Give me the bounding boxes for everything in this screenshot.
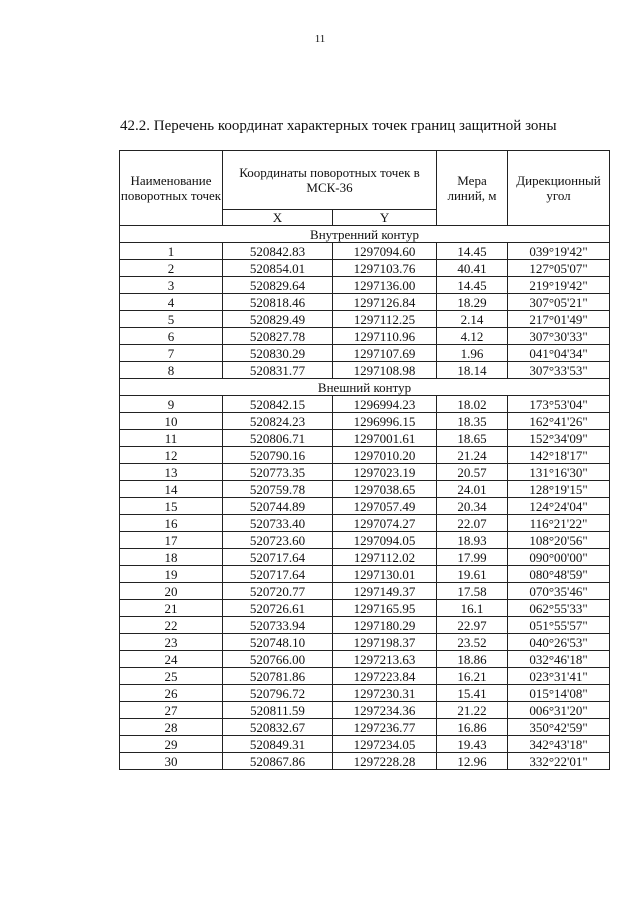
y-coordinate-cell: 1297180.29 [333, 617, 437, 634]
line-length-cell: 14.45 [437, 243, 508, 260]
direction-angle-cell: 342°43'18" [508, 736, 610, 753]
x-coordinate-cell: 520733.40 [223, 515, 333, 532]
line-length-cell: 17.99 [437, 549, 508, 566]
y-coordinate-cell: 1297010.20 [333, 447, 437, 464]
table-row [120, 311, 610, 328]
x-coordinate-cell: 520849.31 [223, 736, 333, 753]
direction-angle-cell: 131°16'30" [508, 464, 610, 481]
table-row [120, 600, 610, 617]
line-length-cell: 16.21 [437, 668, 508, 685]
line-length-cell: 18.02 [437, 396, 508, 413]
y-coordinate-cell: 1297234.36 [333, 702, 437, 719]
direction-angle-cell: 090°00'00" [508, 549, 610, 566]
table-row [120, 515, 610, 532]
section-heading: 42.2. Перечень координат характерных точек границ защитной зоны [120, 118, 557, 134]
point-number-cell: 27 [120, 702, 223, 719]
x-coordinate-cell: 520811.59 [223, 702, 333, 719]
table-row [120, 413, 610, 430]
x-coordinate-cell: 520796.72 [223, 685, 333, 702]
line-length-cell: 24.01 [437, 481, 508, 498]
table-row [120, 617, 610, 634]
x-coordinate-cell: 520824.23 [223, 413, 333, 430]
direction-angle-cell: 124°24'04" [508, 498, 610, 515]
direction-angle-cell: 127°05'07" [508, 260, 610, 277]
table-row [120, 243, 610, 260]
x-coordinate-cell: 520781.86 [223, 668, 333, 685]
direction-angle-cell: 162°41'26" [508, 413, 610, 430]
direction-angle-cell: 006°31'20" [508, 702, 610, 719]
point-number-cell: 5 [120, 311, 223, 328]
y-coordinate-cell: 1297165.95 [333, 600, 437, 617]
table-row [120, 702, 610, 719]
x-coordinate-cell: 520723.60 [223, 532, 333, 549]
direction-angle-cell: 108°20'56" [508, 532, 610, 549]
line-length-cell: 12.96 [437, 753, 508, 770]
table-row [120, 668, 610, 685]
point-number-cell: 19 [120, 566, 223, 583]
direction-angle-cell: 080°48'59" [508, 566, 610, 583]
x-coordinate-cell: 520717.64 [223, 549, 333, 566]
line-length-cell: 18.86 [437, 651, 508, 668]
y-coordinate-cell: 1297112.25 [333, 311, 437, 328]
y-coordinate-cell: 1297223.84 [333, 668, 437, 685]
direction-angle-cell: 142°18'17" [508, 447, 610, 464]
x-coordinate-cell: 520830.29 [223, 345, 333, 362]
line-length-cell: 19.43 [437, 736, 508, 753]
header-angle: Дирекционный угол [508, 151, 610, 226]
x-coordinate-cell: 520766.00 [223, 651, 333, 668]
point-number-cell: 16 [120, 515, 223, 532]
direction-angle-cell: 051°55'57" [508, 617, 610, 634]
table-row [120, 736, 610, 753]
y-coordinate-cell: 1297136.00 [333, 277, 437, 294]
y-coordinate-cell: 1297110.96 [333, 328, 437, 345]
direction-angle-cell: 015°14'08" [508, 685, 610, 702]
table-row [120, 260, 610, 277]
table-row [120, 277, 610, 294]
header-point-name: Наименование поворотных точек [120, 151, 223, 226]
x-coordinate-cell: 520829.64 [223, 277, 333, 294]
y-coordinate-cell: 1297103.76 [333, 260, 437, 277]
y-coordinate-cell: 1297126.84 [333, 294, 437, 311]
line-length-cell: 23.52 [437, 634, 508, 651]
x-coordinate-cell: 520748.10 [223, 634, 333, 651]
direction-angle-cell: 307°30'33" [508, 328, 610, 345]
header-y: Y [333, 210, 437, 226]
point-number-cell: 7 [120, 345, 223, 362]
table-body [120, 226, 610, 770]
table-row [120, 719, 610, 736]
point-number-cell: 6 [120, 328, 223, 345]
point-number-cell: 23 [120, 634, 223, 651]
section-row [120, 226, 610, 243]
x-coordinate-cell: 520773.35 [223, 464, 333, 481]
y-coordinate-cell: 1296996.15 [333, 413, 437, 430]
point-number-cell: 2 [120, 260, 223, 277]
line-length-cell: 20.34 [437, 498, 508, 515]
direction-angle-cell: 350°42'59" [508, 719, 610, 736]
y-coordinate-cell: 1297228.28 [333, 753, 437, 770]
direction-angle-cell: 307°05'21" [508, 294, 610, 311]
line-length-cell: 18.93 [437, 532, 508, 549]
line-length-cell: 22.97 [437, 617, 508, 634]
direction-angle-cell: 039°19'42" [508, 243, 610, 260]
point-number-cell: 12 [120, 447, 223, 464]
x-coordinate-cell: 520831.77 [223, 362, 333, 379]
direction-angle-cell: 152°34'09" [508, 430, 610, 447]
line-length-cell: 4.12 [437, 328, 508, 345]
section-row [120, 379, 610, 396]
y-coordinate-cell: 1297094.05 [333, 532, 437, 549]
x-coordinate-cell: 520717.64 [223, 566, 333, 583]
x-coordinate-cell: 520744.89 [223, 498, 333, 515]
direction-angle-cell: 116°21'22" [508, 515, 610, 532]
point-number-cell: 20 [120, 583, 223, 600]
point-number-cell: 17 [120, 532, 223, 549]
x-coordinate-cell: 520733.94 [223, 617, 333, 634]
table-row [120, 549, 610, 566]
section-title: Внешний контур [120, 379, 610, 396]
point-number-cell: 13 [120, 464, 223, 481]
y-coordinate-cell: 1297108.98 [333, 362, 437, 379]
point-number-cell: 8 [120, 362, 223, 379]
line-length-cell: 40.41 [437, 260, 508, 277]
y-coordinate-cell: 1297230.31 [333, 685, 437, 702]
point-number-cell: 24 [120, 651, 223, 668]
x-coordinate-cell: 520854.01 [223, 260, 333, 277]
x-coordinate-cell: 520806.71 [223, 430, 333, 447]
table-row [120, 294, 610, 311]
point-number-cell: 1 [120, 243, 223, 260]
point-number-cell: 15 [120, 498, 223, 515]
point-number-cell: 10 [120, 413, 223, 430]
point-number-cell: 22 [120, 617, 223, 634]
line-length-cell: 18.14 [437, 362, 508, 379]
y-coordinate-cell: 1297038.65 [333, 481, 437, 498]
table-row [120, 532, 610, 549]
point-number-cell: 18 [120, 549, 223, 566]
x-coordinate-cell: 520842.83 [223, 243, 333, 260]
header-x: X [223, 210, 333, 226]
direction-angle-cell: 040°26'53" [508, 634, 610, 651]
point-number-cell: 30 [120, 753, 223, 770]
direction-angle-cell: 307°33'53" [508, 362, 610, 379]
y-coordinate-cell: 1297112.02 [333, 549, 437, 566]
line-length-cell: 19.61 [437, 566, 508, 583]
table-row [120, 651, 610, 668]
table-row [120, 430, 610, 447]
table-row [120, 634, 610, 651]
line-length-cell: 22.07 [437, 515, 508, 532]
point-number-cell: 11 [120, 430, 223, 447]
x-coordinate-cell: 520827.78 [223, 328, 333, 345]
x-coordinate-cell: 520842.15 [223, 396, 333, 413]
y-coordinate-cell: 1296994.23 [333, 396, 437, 413]
line-length-cell: 15.41 [437, 685, 508, 702]
line-length-cell: 17.58 [437, 583, 508, 600]
line-length-cell: 18.65 [437, 430, 508, 447]
table-row [120, 753, 610, 770]
y-coordinate-cell: 1297023.19 [333, 464, 437, 481]
y-coordinate-cell: 1297094.60 [333, 243, 437, 260]
direction-angle-cell: 023°31'41" [508, 668, 610, 685]
x-coordinate-cell: 520790.16 [223, 447, 333, 464]
page-number: 11 [314, 33, 326, 45]
table-row [120, 481, 610, 498]
line-length-cell: 21.24 [437, 447, 508, 464]
y-coordinate-cell: 1297057.49 [333, 498, 437, 515]
y-coordinate-cell: 1297149.37 [333, 583, 437, 600]
x-coordinate-cell: 520867.86 [223, 753, 333, 770]
x-coordinate-cell: 520726.61 [223, 600, 333, 617]
x-coordinate-cell: 520829.49 [223, 311, 333, 328]
line-length-cell: 18.29 [437, 294, 508, 311]
header-coords-group: Координаты поворотных точек в МСК-36 [223, 151, 437, 210]
point-number-cell: 25 [120, 668, 223, 685]
line-length-cell: 20.57 [437, 464, 508, 481]
y-coordinate-cell: 1297107.69 [333, 345, 437, 362]
y-coordinate-cell: 1297236.77 [333, 719, 437, 736]
y-coordinate-cell: 1297198.37 [333, 634, 437, 651]
direction-angle-cell: 041°04'34" [508, 345, 610, 362]
direction-angle-cell: 032°46'18" [508, 651, 610, 668]
point-number-cell: 4 [120, 294, 223, 311]
direction-angle-cell: 062°55'33" [508, 600, 610, 617]
direction-angle-cell: 128°19'15" [508, 481, 610, 498]
point-number-cell: 28 [120, 719, 223, 736]
line-length-cell: 21.22 [437, 702, 508, 719]
line-length-cell: 16.86 [437, 719, 508, 736]
point-number-cell: 9 [120, 396, 223, 413]
line-length-cell: 16.1 [437, 600, 508, 617]
table-row [120, 345, 610, 362]
y-coordinate-cell: 1297130.01 [333, 566, 437, 583]
coordinates-table [119, 150, 610, 770]
line-length-cell: 18.35 [437, 413, 508, 430]
table-row [120, 396, 610, 413]
table-row [120, 328, 610, 345]
y-coordinate-cell: 1297213.63 [333, 651, 437, 668]
line-length-cell: 14.45 [437, 277, 508, 294]
direction-angle-cell: 332°22'01" [508, 753, 610, 770]
table-row [120, 447, 610, 464]
table-row [120, 498, 610, 515]
direction-angle-cell: 219°19'42" [508, 277, 610, 294]
point-number-cell: 3 [120, 277, 223, 294]
direction-angle-cell: 217°01'49" [508, 311, 610, 328]
point-number-cell: 29 [120, 736, 223, 753]
x-coordinate-cell: 520720.77 [223, 583, 333, 600]
y-coordinate-cell: 1297001.61 [333, 430, 437, 447]
x-coordinate-cell: 520818.46 [223, 294, 333, 311]
x-coordinate-cell: 520832.67 [223, 719, 333, 736]
table-row [120, 362, 610, 379]
direction-angle-cell: 173°53'04" [508, 396, 610, 413]
table-row [120, 464, 610, 481]
line-length-cell: 1.96 [437, 345, 508, 362]
table-row [120, 566, 610, 583]
y-coordinate-cell: 1297074.27 [333, 515, 437, 532]
point-number-cell: 26 [120, 685, 223, 702]
section-title: Внутренний контур [120, 226, 610, 243]
line-length-cell: 2.14 [437, 311, 508, 328]
point-number-cell: 21 [120, 600, 223, 617]
y-coordinate-cell: 1297234.05 [333, 736, 437, 753]
table-row [120, 685, 610, 702]
direction-angle-cell: 070°35'46" [508, 583, 610, 600]
point-number-cell: 14 [120, 481, 223, 498]
x-coordinate-cell: 520759.78 [223, 481, 333, 498]
table-row [120, 583, 610, 600]
header-length: Мера линий, м [437, 151, 508, 226]
